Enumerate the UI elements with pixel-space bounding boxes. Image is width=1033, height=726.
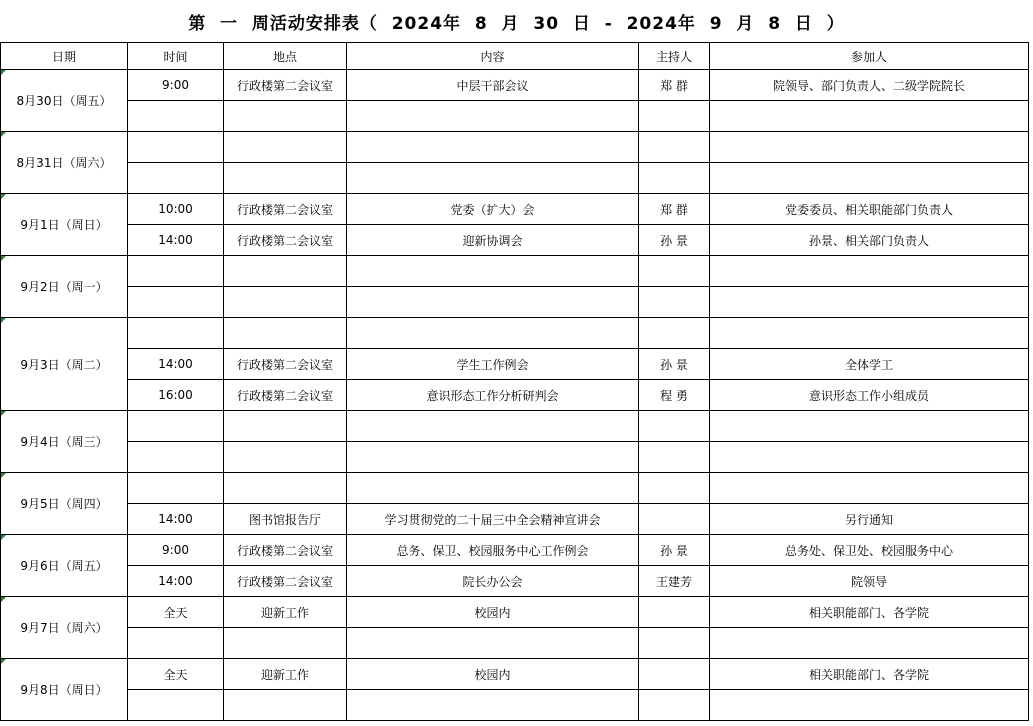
schedule-table xyxy=(0,42,1029,721)
time-cell[interactable]: 14:00 xyxy=(128,225,224,256)
date-cell[interactable]: 9月1日（周日） xyxy=(1,194,128,256)
host-cell[interactable] xyxy=(639,318,710,349)
table-row xyxy=(1,504,1029,535)
content-cell[interactable] xyxy=(347,473,639,504)
host-cell[interactable]: 孙 景 xyxy=(639,225,710,256)
time-cell[interactable]: 10:00 xyxy=(128,194,224,225)
location-cell[interactable] xyxy=(224,287,347,318)
content-cell[interactable]: 院长办公会 xyxy=(347,566,639,597)
attendees-cell[interactable]: 院领导 xyxy=(710,566,1029,597)
location-cell[interactable]: 行政楼第二会议室 xyxy=(224,225,347,256)
location-cell[interactable] xyxy=(224,628,347,659)
header-content[interactable]: 内容 xyxy=(347,43,639,70)
host-cell[interactable]: 程 勇 xyxy=(639,380,710,411)
host-cell[interactable] xyxy=(639,473,710,504)
time-cell[interactable] xyxy=(128,473,224,504)
content-cell[interactable] xyxy=(347,411,639,442)
host-cell[interactable] xyxy=(639,287,710,318)
location-cell[interactable] xyxy=(224,690,347,721)
content-cell[interactable] xyxy=(347,256,639,287)
location-cell[interactable]: 迎新工作 xyxy=(224,597,347,628)
time-cell[interactable]: 9:00 xyxy=(128,535,224,566)
table-row xyxy=(1,690,1029,721)
date-cell[interactable]: 9月4日（周三） xyxy=(1,411,128,473)
attendees-cell[interactable] xyxy=(710,690,1029,721)
attendees-cell[interactable] xyxy=(710,411,1029,442)
content-cell[interactable]: 学习贯彻党的二十届三中全会精神宣讲会 xyxy=(347,504,639,535)
host-cell[interactable] xyxy=(639,690,710,721)
attendees-cell[interactable] xyxy=(710,628,1029,659)
table-row xyxy=(1,566,1029,597)
attendees-cell[interactable] xyxy=(710,473,1029,504)
location-cell[interactable] xyxy=(224,132,347,163)
content-cell[interactable] xyxy=(347,442,639,473)
content-cell[interactable]: 意识形态工作分析研判会 xyxy=(347,380,639,411)
table-row xyxy=(1,70,1029,101)
location-cell[interactable] xyxy=(224,473,347,504)
table-row xyxy=(1,256,1029,287)
host-cell[interactable] xyxy=(639,442,710,473)
content-cell[interactable]: 学生工作例会 xyxy=(347,349,639,380)
time-cell[interactable] xyxy=(128,163,224,194)
table-row xyxy=(1,101,1029,132)
attendees-cell[interactable] xyxy=(710,318,1029,349)
content-cell[interactable]: 校园内 xyxy=(347,597,639,628)
date-cell[interactable]: 9月6日（周五） xyxy=(1,535,128,597)
content-cell[interactable]: 迎新协调会 xyxy=(347,225,639,256)
attendees-cell[interactable]: 相关职能部门、各学院 xyxy=(710,659,1029,690)
table-row xyxy=(1,473,1029,504)
time-cell[interactable]: 9:00 xyxy=(128,70,224,101)
location-cell[interactable] xyxy=(224,163,347,194)
header-attendees[interactable]: 参加人 xyxy=(710,43,1029,70)
date-cell[interactable]: 9月5日（周四） xyxy=(1,473,128,535)
time-cell[interactable]: 全天 xyxy=(128,597,224,628)
host-cell[interactable]: 孙 景 xyxy=(639,535,710,566)
header-time[interactable]: 时间 xyxy=(128,43,224,70)
table-row xyxy=(1,287,1029,318)
time-cell[interactable] xyxy=(128,628,224,659)
content-cell[interactable]: 校园内 xyxy=(347,659,639,690)
table-row xyxy=(1,349,1029,380)
time-cell[interactable] xyxy=(128,256,224,287)
host-cell[interactable] xyxy=(639,101,710,132)
host-cell[interactable] xyxy=(639,411,710,442)
table-row xyxy=(1,163,1029,194)
table-row xyxy=(1,659,1029,690)
header-date[interactable]: 日期 xyxy=(1,43,128,70)
time-cell[interactable] xyxy=(128,287,224,318)
host-cell[interactable]: 郑 群 xyxy=(639,70,710,101)
host-cell[interactable] xyxy=(639,163,710,194)
attendees-cell[interactable]: 相关职能部门、各学院 xyxy=(710,597,1029,628)
content-cell[interactable] xyxy=(347,163,639,194)
attendees-cell[interactable]: 意识形态工作小组成员 xyxy=(710,380,1029,411)
host-cell[interactable] xyxy=(639,132,710,163)
location-cell[interactable]: 行政楼第二会议室 xyxy=(224,535,347,566)
host-cell[interactable]: 郑 群 xyxy=(639,194,710,225)
time-cell[interactable] xyxy=(128,318,224,349)
attendees-cell[interactable] xyxy=(710,287,1029,318)
table-row xyxy=(1,597,1029,628)
attendees-cell[interactable] xyxy=(710,101,1029,132)
time-cell[interactable] xyxy=(128,690,224,721)
location-cell[interactable] xyxy=(224,442,347,473)
attendees-cell[interactable] xyxy=(710,163,1029,194)
location-cell[interactable]: 行政楼第二会议室 xyxy=(224,194,347,225)
table-row xyxy=(1,225,1029,256)
date-cell[interactable]: 9月7日（周六） xyxy=(1,597,128,659)
time-cell[interactable] xyxy=(128,442,224,473)
date-cell[interactable]: 8月30日（周五） xyxy=(1,70,128,132)
host-cell[interactable] xyxy=(639,628,710,659)
location-cell[interactable] xyxy=(224,101,347,132)
location-cell[interactable] xyxy=(224,411,347,442)
content-cell[interactable] xyxy=(347,132,639,163)
table-row xyxy=(1,132,1029,163)
time-cell[interactable]: 14:00 xyxy=(128,566,224,597)
content-cell[interactable]: 总务、保卫、校园服务中心工作例会 xyxy=(347,535,639,566)
content-cell[interactable]: 中层干部会议 xyxy=(347,70,639,101)
table-row xyxy=(1,411,1029,442)
time-cell[interactable] xyxy=(128,132,224,163)
time-cell[interactable]: 全天 xyxy=(128,659,224,690)
table-row xyxy=(1,628,1029,659)
table-row xyxy=(1,194,1029,225)
attendees-cell[interactable]: 总务处、保卫处、校园服务中心 xyxy=(710,535,1029,566)
date-cell[interactable]: 9月8日（周日） xyxy=(1,659,128,721)
location-cell[interactable]: 行政楼第二会议室 xyxy=(224,566,347,597)
table-row xyxy=(1,535,1029,566)
attendees-cell[interactable] xyxy=(710,256,1029,287)
content-cell[interactable] xyxy=(347,101,639,132)
time-cell[interactable] xyxy=(128,411,224,442)
header-row xyxy=(1,43,1029,70)
host-cell[interactable] xyxy=(639,597,710,628)
content-cell[interactable]: 党委（扩大）会 xyxy=(347,194,639,225)
attendees-cell[interactable]: 孙景、相关部门负责人 xyxy=(710,225,1029,256)
attendees-cell[interactable] xyxy=(710,442,1029,473)
header-host[interactable]: 主持人 xyxy=(639,43,710,70)
location-cell[interactable] xyxy=(224,256,347,287)
header-location[interactable]: 地点 xyxy=(224,43,347,70)
time-cell[interactable]: 14:00 xyxy=(128,504,224,535)
location-cell[interactable]: 迎新工作 xyxy=(224,659,347,690)
host-cell[interactable] xyxy=(639,659,710,690)
time-cell[interactable] xyxy=(128,101,224,132)
attendees-cell[interactable]: 党委委员、相关职能部门负责人 xyxy=(710,194,1029,225)
content-cell[interactable] xyxy=(347,628,639,659)
schedule-title: 第 一 周活动安排表（ 2024年 8 月 30 日 - 2024年 9 月 8 日 ） xyxy=(188,13,845,34)
host-cell[interactable] xyxy=(639,256,710,287)
time-cell[interactable]: 14:00 xyxy=(128,349,224,380)
date-cell[interactable]: 9月3日（周二） xyxy=(1,318,128,411)
date-cell[interactable]: 9月2日（周一） xyxy=(1,256,128,318)
date-cell[interactable]: 8月31日（周六） xyxy=(1,132,128,194)
content-cell[interactable] xyxy=(347,287,639,318)
attendees-cell[interactable]: 院领导、部门负责人、二级学院院长 xyxy=(710,70,1029,101)
time-cell[interactable]: 16:00 xyxy=(128,380,224,411)
location-cell[interactable]: 行政楼第二会议室 xyxy=(224,70,347,101)
attendees-cell[interactable]: 另行通知 xyxy=(710,504,1029,535)
table-row xyxy=(1,442,1029,473)
location-cell[interactable]: 行政楼第二会议室 xyxy=(224,380,347,411)
host-cell[interactable]: 王建芳 xyxy=(639,566,710,597)
content-cell[interactable] xyxy=(347,318,639,349)
host-cell[interactable] xyxy=(639,504,710,535)
location-cell[interactable] xyxy=(224,318,347,349)
host-cell[interactable]: 孙 景 xyxy=(639,349,710,380)
location-cell[interactable]: 图书馆报告厅 xyxy=(224,504,347,535)
location-cell[interactable]: 行政楼第二会议室 xyxy=(224,349,347,380)
content-cell[interactable] xyxy=(347,690,639,721)
attendees-cell[interactable]: 全体学工 xyxy=(710,349,1029,380)
attendees-cell[interactable] xyxy=(710,132,1029,163)
table-row xyxy=(1,318,1029,349)
table-row xyxy=(1,380,1029,411)
